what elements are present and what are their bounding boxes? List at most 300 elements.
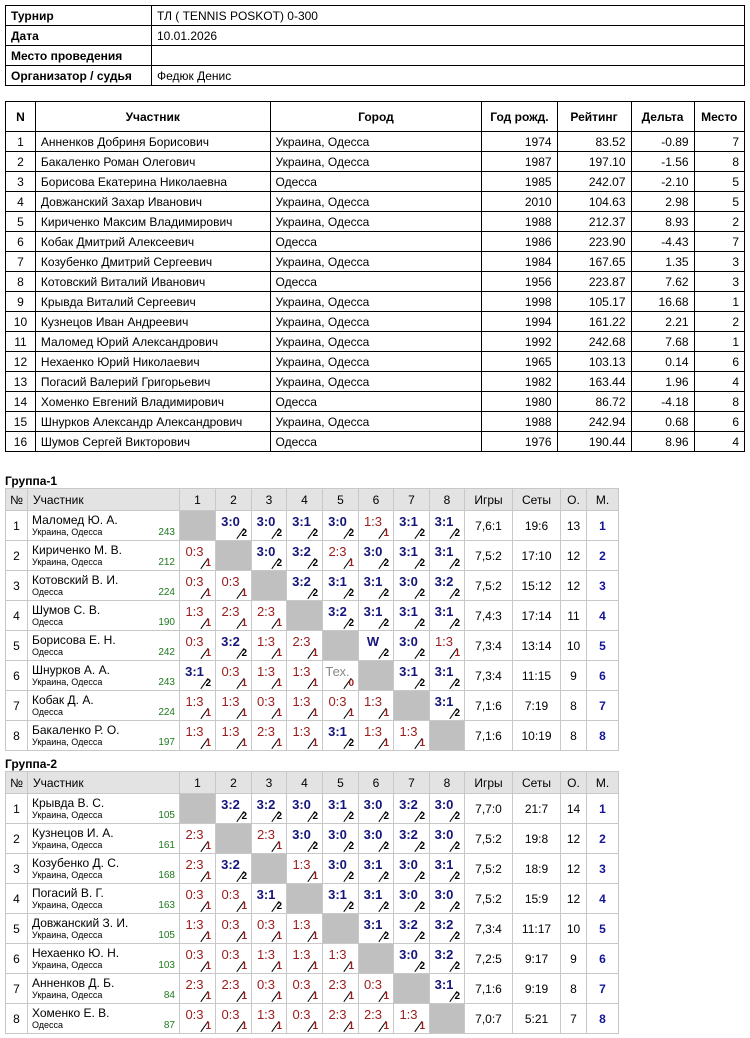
match-result-cell (216, 974, 252, 1004)
match-result (287, 824, 322, 853)
match-result-cell (394, 884, 430, 914)
player-cell: 1976 (482, 432, 557, 452)
match-points: 1 (205, 871, 211, 882)
diagonal-cell (394, 974, 430, 1004)
match-points: 2 (348, 871, 354, 882)
player-cell: 1985 (482, 172, 557, 192)
match-score: 3:0 (399, 947, 418, 962)
match-result-cell (216, 691, 252, 721)
player-cell: 1980 (482, 392, 557, 412)
player-cell: -2.10 (631, 172, 694, 192)
group-place: 4 (587, 601, 619, 631)
match-points: 2 (383, 558, 389, 569)
match-score: 1:3 (363, 514, 383, 529)
group-player-city (32, 587, 175, 598)
group-sets: 10:19 (513, 721, 561, 751)
group-player-city (32, 527, 175, 538)
group-player-city (32, 990, 175, 1001)
match-points: 1 (348, 1021, 354, 1032)
match-result (430, 571, 464, 600)
match-result (359, 691, 393, 720)
match-score: 1:3 (185, 694, 204, 709)
match-points: 2 (312, 811, 318, 822)
group-player (28, 691, 180, 721)
group-player-rating: 84 (163, 990, 175, 1001)
match-result (252, 914, 286, 943)
match-result-cell (323, 884, 359, 914)
match-result (216, 884, 251, 913)
match-result-cell (394, 511, 430, 541)
info-row (6, 66, 745, 86)
match-points: 1 (383, 1021, 389, 1032)
match-score: 3:2 (292, 574, 311, 589)
match-result-cell (180, 974, 216, 1004)
match-result-cell (180, 601, 216, 631)
player-cell: Украина, Одесса (270, 292, 482, 312)
group-points: 12 (561, 854, 587, 884)
match-result-cell (287, 721, 323, 751)
group-player-city-text: Одесса (32, 707, 64, 717)
match-result (394, 721, 429, 750)
match-result-cell (359, 721, 394, 751)
match-result-cell (216, 571, 252, 601)
match-points: 2 (312, 558, 318, 569)
match-score: 1:3 (256, 634, 276, 649)
match-result (359, 601, 393, 630)
match-points: 2 (241, 871, 247, 882)
match-score: 1:3 (363, 694, 383, 709)
player-cell: 6 (6, 232, 36, 252)
match-result (252, 511, 286, 540)
match-points: 1 (241, 991, 247, 1002)
match-points: 1 (312, 738, 318, 749)
match-score: 3:0 (363, 797, 383, 812)
match-result-cell (430, 541, 465, 571)
match-result-cell (394, 1004, 430, 1034)
player-cell: Крывда Виталий Сергеевич (35, 292, 270, 312)
match-points: 2 (276, 901, 282, 912)
player-cell: 2 (694, 312, 744, 332)
match-result-cell (287, 511, 323, 541)
group-points: 10 (561, 914, 587, 944)
match-result (216, 944, 251, 973)
match-result-cell (323, 974, 359, 1004)
group-column-header: 6 (359, 772, 394, 794)
player-cell: 3 (6, 172, 36, 192)
match-result (180, 944, 215, 973)
match-result-cell (430, 661, 465, 691)
group-column-header: Сеты (513, 772, 561, 794)
group-row (6, 541, 619, 571)
match-result (323, 541, 358, 570)
match-result (287, 974, 322, 1003)
player-cell: 1.96 (631, 372, 694, 392)
group-column-header: 8 (430, 489, 465, 511)
match-result (180, 601, 215, 630)
group-row-number: 3 (6, 854, 28, 884)
match-points: 1 (276, 708, 282, 719)
match-result (287, 944, 322, 973)
match-score: 3:0 (363, 544, 383, 559)
player-cell: Козубенко Дмитрий Сергеевич (35, 252, 270, 272)
match-result-cell (430, 884, 465, 914)
diagonal-cell (430, 721, 465, 751)
match-result-cell (252, 884, 287, 914)
match-score: 3:2 (221, 634, 240, 649)
group-player (28, 601, 180, 631)
match-result-cell (394, 721, 430, 751)
group-player-name: Кириченко М. В. (32, 543, 123, 557)
match-score: 1:3 (292, 724, 311, 739)
player-cell: 1 (6, 132, 36, 152)
match-result (323, 854, 358, 883)
match-result (287, 721, 322, 750)
match-points: 1 (312, 1021, 318, 1032)
match-points: 1 (205, 558, 211, 569)
group-sets: 17:14 (513, 601, 561, 631)
group-points: 8 (561, 721, 587, 751)
player-cell: 3 (694, 252, 744, 272)
group-player-name: Довжанский З. И. (32, 916, 129, 930)
match-score: 3:2 (399, 827, 418, 842)
player-cell: 7 (694, 132, 744, 152)
match-points: 1 (276, 991, 282, 1002)
diagonal-cell (216, 824, 252, 854)
match-score: 3:0 (328, 514, 347, 529)
match-points: 1 (205, 738, 211, 749)
group-place: 2 (587, 824, 619, 854)
player-row (6, 212, 745, 232)
match-result (287, 631, 322, 660)
match-points: 2 (419, 841, 425, 852)
player-row (6, 192, 745, 212)
match-points: 1 (348, 708, 354, 719)
group-player-name: Кобак Д. А. (32, 693, 94, 707)
match-result (394, 854, 429, 883)
match-points: 2 (383, 811, 389, 822)
player-cell: 9 (6, 292, 36, 312)
match-result (430, 691, 464, 720)
match-result (359, 631, 393, 660)
match-points: 1 (348, 961, 354, 972)
match-result (216, 631, 251, 660)
player-cell: Кобак Дмитрий Алексеевич (35, 232, 270, 252)
match-score: 0:3 (256, 977, 276, 992)
match-result-cell (430, 944, 465, 974)
group-row (6, 601, 619, 631)
match-result (359, 541, 393, 570)
match-result-cell (394, 914, 430, 944)
group-points: 12 (561, 541, 587, 571)
player-cell: 2.98 (631, 192, 694, 212)
player-cell: -0.89 (631, 132, 694, 152)
match-result-cell (252, 541, 287, 571)
match-score: 3:2 (221, 857, 240, 872)
group-column-header: 8 (430, 772, 465, 794)
info-label: Место проведения (6, 46, 152, 66)
group-player-city-text: Украина, Одесса (32, 930, 103, 940)
group-row-number: 8 (6, 721, 28, 751)
match-score: 2:3 (221, 977, 240, 992)
group-player-name: Шумов С. В. (32, 603, 101, 617)
player-cell: Борисова Екатерина Николаевна (35, 172, 270, 192)
match-result (359, 824, 393, 853)
match-result (394, 884, 429, 913)
group-sets: 9:17 (513, 944, 561, 974)
group-player (28, 884, 180, 914)
match-score: 0:3 (185, 887, 204, 902)
player-cell: -4.18 (631, 392, 694, 412)
match-result-cell (216, 854, 252, 884)
player-cell: 1998 (482, 292, 557, 312)
group-player (28, 541, 180, 571)
match-result (359, 511, 393, 540)
match-score: 3:0 (363, 827, 383, 842)
player-cell: 1 (694, 292, 744, 312)
match-score: 3:0 (328, 827, 347, 842)
match-result-cell (216, 914, 252, 944)
group-row-number: 2 (6, 824, 28, 854)
match-score: 0:3 (221, 917, 240, 932)
match-score: 1:3 (292, 664, 311, 679)
player-cell: 105.17 (557, 292, 631, 312)
match-result (323, 794, 358, 823)
group-column-header: Участник (28, 489, 180, 511)
match-score: 3:1 (434, 857, 454, 872)
group-column-header: 4 (287, 772, 323, 794)
match-points: 2 (419, 588, 425, 599)
match-points: 2 (419, 558, 425, 569)
match-score: Тех. (325, 664, 350, 679)
match-result-cell (430, 854, 465, 884)
match-result (394, 1004, 429, 1033)
match-result-cell (287, 944, 323, 974)
player-cell: 197.10 (557, 152, 631, 172)
group-points: 13 (561, 511, 587, 541)
match-score: 1:3 (399, 724, 418, 739)
player-cell: Украина, Одесса (270, 132, 482, 152)
group-column-header: 6 (359, 489, 394, 511)
match-points: 2 (348, 528, 354, 539)
player-cell: 1965 (482, 352, 557, 372)
match-result (323, 601, 358, 630)
match-score: 3:1 (328, 887, 347, 902)
match-result (359, 914, 393, 943)
group-player-city (32, 647, 175, 658)
match-result-cell (252, 511, 287, 541)
match-points: 2 (383, 871, 389, 882)
group-sets: 5:21 (513, 1004, 561, 1034)
match-result-cell (252, 1004, 287, 1034)
match-score: 3:0 (256, 514, 276, 529)
player-cell: 5 (694, 172, 744, 192)
match-result-cell (287, 661, 323, 691)
column-header: N (6, 102, 36, 132)
match-result (216, 511, 251, 540)
group-player-city (32, 677, 175, 688)
match-score: 0:3 (256, 694, 276, 709)
player-cell: 16 (6, 432, 36, 452)
player-cell: 7 (694, 232, 744, 252)
match-score: 0:3 (221, 887, 240, 902)
info-label: Дата (6, 26, 152, 46)
match-result-cell (359, 541, 394, 571)
player-cell: 212.37 (557, 212, 631, 232)
player-cell: 11 (6, 332, 36, 352)
match-points: 1 (383, 528, 389, 539)
match-points: 1 (241, 1021, 247, 1032)
group-player-name: Козубенко Д. С. (32, 856, 120, 870)
match-result (216, 1004, 251, 1033)
group-row (6, 631, 619, 661)
match-points: 1 (205, 961, 211, 972)
tournament-info-table (5, 5, 745, 86)
match-result-cell (394, 944, 430, 974)
group-row-number: 7 (6, 691, 28, 721)
match-score: 3:0 (292, 827, 311, 842)
group-player-rating: 243 (158, 527, 175, 538)
match-result (287, 661, 322, 690)
player-cell: 1988 (482, 412, 557, 432)
group-player (28, 1004, 180, 1034)
player-cell: Украина, Одесса (270, 332, 482, 352)
match-points: 1 (276, 961, 282, 972)
match-result-cell (216, 661, 252, 691)
match-score: 3:2 (434, 917, 454, 932)
player-cell: Бакаленко Роман Олегович (35, 152, 270, 172)
match-result (287, 511, 322, 540)
match-result (252, 824, 286, 853)
group-points: 14 (561, 794, 587, 824)
group-player (28, 661, 180, 691)
player-row (6, 172, 745, 192)
player-cell: 161.22 (557, 312, 631, 332)
match-score: 3:0 (399, 887, 418, 902)
match-score: 3:1 (399, 604, 418, 619)
match-points: 1 (312, 678, 318, 689)
match-result-cell (287, 541, 323, 571)
group-player-city-text: Украина, Одесса (32, 737, 103, 747)
match-result-cell (216, 631, 252, 661)
match-points: 1 (241, 901, 247, 912)
group-games: 7,5:2 (465, 571, 513, 601)
player-cell: 1984 (482, 252, 557, 272)
match-score: 0:3 (185, 634, 204, 649)
group-row-number: 5 (6, 631, 28, 661)
player-cell: Украина, Одесса (270, 352, 482, 372)
match-score: 3:1 (434, 514, 454, 529)
match-score: 3:0 (399, 634, 418, 649)
match-result (252, 944, 286, 973)
group-player-city-text: Украина, Одесса (32, 870, 103, 880)
player-cell: 1986 (482, 232, 557, 252)
match-score: 3:1 (292, 514, 311, 529)
match-points: 2 (205, 678, 211, 689)
match-score: 3:2 (434, 947, 454, 962)
player-cell: Кириченко Максим Владимирович (35, 212, 270, 232)
match-result (359, 571, 393, 600)
match-result (430, 661, 464, 690)
group-sets: 11:17 (513, 914, 561, 944)
group-games: 7,5:2 (465, 824, 513, 854)
match-result-cell (323, 541, 359, 571)
match-result (323, 944, 358, 973)
match-result-cell (359, 794, 394, 824)
match-score: 3:0 (256, 544, 276, 559)
player-cell: 15 (6, 412, 36, 432)
match-points: 1 (383, 708, 389, 719)
group-sets: 15:9 (513, 884, 561, 914)
match-score: 1:3 (256, 947, 276, 962)
player-row (6, 272, 745, 292)
match-result-cell (359, 824, 394, 854)
match-score: 0:3 (328, 694, 347, 709)
match-score: 3:1 (399, 514, 418, 529)
match-result (394, 541, 429, 570)
match-result-cell (287, 974, 323, 1004)
group-games: 7,4:3 (465, 601, 513, 631)
match-points: 2 (348, 738, 354, 749)
match-result (287, 1004, 322, 1033)
group-row-number: 4 (6, 601, 28, 631)
match-result (323, 691, 358, 720)
group-player-city (32, 900, 175, 911)
group-sets: 17:10 (513, 541, 561, 571)
group-player-city-text: Украина, Одесса (32, 900, 103, 910)
match-score: 3:0 (292, 797, 311, 812)
match-score: 3:1 (363, 887, 383, 902)
match-points: 2 (419, 961, 425, 972)
group-player-rating: 103 (158, 960, 175, 971)
match-result-cell (287, 1004, 323, 1034)
group-player (28, 914, 180, 944)
match-result-cell (180, 691, 216, 721)
group-points: 11 (561, 601, 587, 631)
match-score: 3:0 (434, 887, 454, 902)
match-points: 2 (383, 618, 389, 629)
group-player-rating: 163 (158, 900, 175, 911)
player-cell: Одесса (270, 172, 482, 192)
group-player-city-text: Одесса (32, 1020, 64, 1030)
match-result (430, 974, 464, 1003)
match-score: 1:3 (292, 857, 311, 872)
diagonal-cell (252, 854, 287, 884)
match-result (359, 884, 393, 913)
match-result (430, 511, 464, 540)
match-points: 1 (241, 738, 247, 749)
match-result-cell (180, 824, 216, 854)
match-points: 1 (276, 841, 282, 852)
info-value: 10.01.2026 (152, 26, 745, 46)
match-result (430, 794, 464, 823)
match-points: 1 (419, 1021, 425, 1032)
match-score: 1:3 (292, 947, 311, 962)
match-points: 2 (348, 618, 354, 629)
match-score: 3:1 (328, 574, 347, 589)
group-sets: 18:9 (513, 854, 561, 884)
match-result-cell (323, 511, 359, 541)
group-player-rating: 105 (158, 930, 175, 941)
player-cell: 1994 (482, 312, 557, 332)
group-player-name: Шнурков А. А. (32, 663, 110, 677)
match-result (430, 854, 464, 883)
match-points: 2 (454, 708, 460, 719)
group-games: 7,3:4 (465, 661, 513, 691)
player-cell: 8 (6, 272, 36, 292)
match-points: 1 (205, 901, 211, 912)
player-cell: 103.13 (557, 352, 631, 372)
match-result (216, 974, 251, 1003)
